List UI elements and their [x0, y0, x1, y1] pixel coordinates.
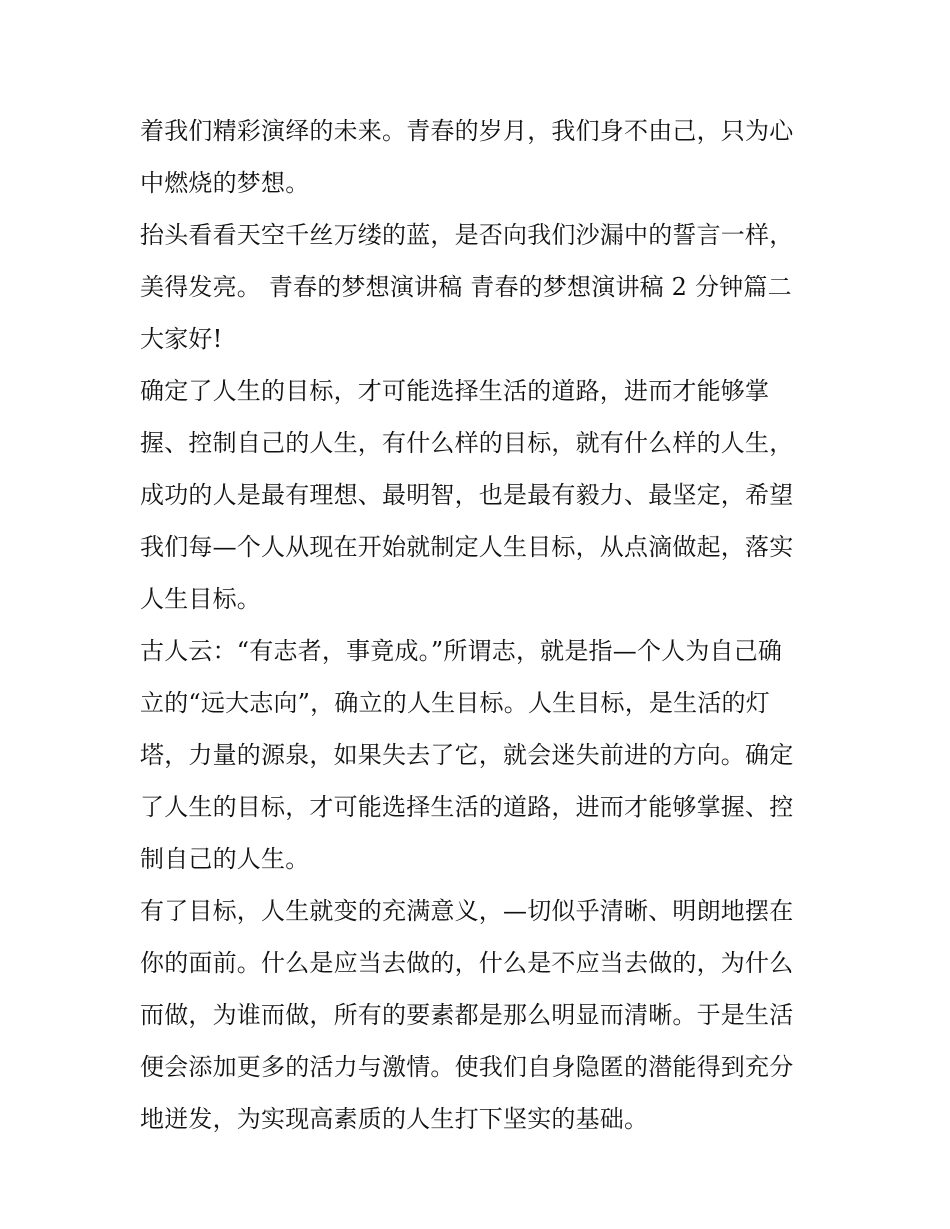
text-line: 有了目标，人生就变的充满意义，—切似乎清晰、明朗地摆在 [140, 897, 794, 925]
text-line: 美得发亮。 青春的梦想演讲稿 青春的梦想演讲稿 2 分钟篇二 [140, 273, 792, 301]
text-line: 人生目标。 [140, 585, 261, 613]
text-line: 抬头看看天空千丝万缕的蓝，是否向我们沙漏中的誓言一样， [140, 221, 794, 249]
text-line: 立的“远大志向”，确立的人生目标。人生目标，是生活的灯 [140, 689, 770, 717]
text-line: 地迸发，为实现高素质的人生打下坚实的基础。 [140, 1105, 649, 1133]
text-line: 塔，力量的源泉，如果失去了它，就会迷失前进的方向。确定 [140, 741, 794, 769]
text-line: 成功的人是最有理想、最明智，也是最有毅力、最坚定，希望 [140, 481, 794, 509]
text-line: 便会添加更多的活力与激情。使我们自身隐匿的潜能得到充分 [140, 1053, 794, 1081]
text-line: 你的面前。什么是应当去做的，什么是不应当去做的，为什么 [140, 949, 794, 977]
text-line: 大家好! [140, 325, 223, 353]
text-line: 确定了人生的目标，才可能选择生活的道路，进而才能够掌 [140, 377, 770, 405]
text-line: 着我们精彩演绎的未来。青春的岁月，我们身不由己，只为心 [140, 117, 794, 145]
text-line: 握、控制自己的人生，有什么样的目标，就有什么样的人生， [140, 429, 794, 457]
document-body [140, 105, 820, 1145]
text-line: 中燃烧的梦想。 [140, 169, 310, 197]
text-line: 了人生的目标，才可能选择生活的道路，进而才能够掌握、控 [140, 793, 794, 821]
text-line: 制自己的人生。 [140, 845, 310, 873]
text-line: 而做，为谁而做，所有的要素都是那么明显而清晰。于是生活 [140, 1001, 794, 1029]
text-line: 古人云：“有志者，事竟成。”所谓志，就是指—个人为自己确 [140, 637, 783, 665]
text-line: 我们每—个人从现在开始就制定人生目标，从点滴做起，落实 [140, 533, 794, 561]
